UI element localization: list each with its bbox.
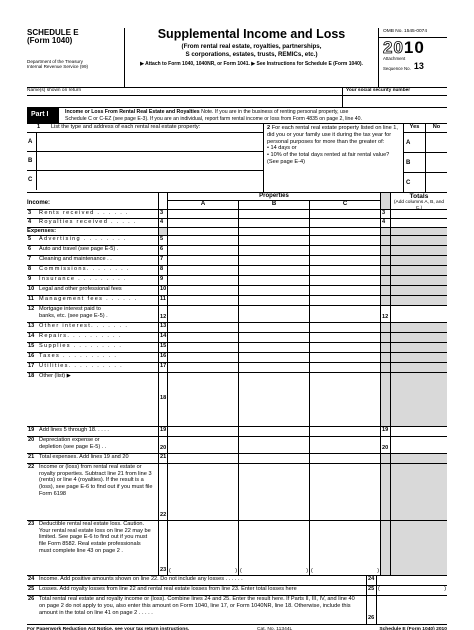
line-ref: 14 [158,333,167,342]
line-description: Cleaning and maintenance . . [39,256,112,262]
form-ref: (Form 1040) [27,36,73,46]
line-description: Other (list) ▶ [39,373,71,379]
q2-see: (See page E-4) [267,159,305,166]
line-description: Repairs. . . . . . . . . . [39,333,122,339]
table-row [27,454,447,464]
line-ref: 11 [158,296,167,305]
question-1 [27,124,263,133]
amount-c[interactable] [309,353,380,362]
line-description: Total expenses. Add lines 19 and 20 [39,454,129,460]
form-footer [27,625,447,630]
line-number: 17 [28,363,35,369]
amount-b[interactable] [238,246,309,255]
properties-label: Properties [168,193,380,201]
department: Department of the Treasury [27,58,83,64]
line-ref: 7 [158,256,167,265]
amount-total[interactable] [376,576,447,585]
line-number: 22 [28,464,35,470]
line-ref-total: 19 [380,427,390,436]
yes-label: Yes [404,124,426,132]
amount-total[interactable] [376,596,447,624]
tax-year-solid: 10 [403,37,425,57]
line-ref-total: 24 [366,576,376,585]
line-ref: 18 [158,373,167,426]
amount-b[interactable] [238,256,309,265]
amount-a[interactable] [167,464,238,520]
line-description: Income or (loss) from rental real estate or royalty properties. Subtract line 21 from line 3 (rents) or line 4 (royalties). If the result is a (loss), see page E-6 to find out if you must file Form 6198 [39,464,153,497]
line-number: 19 [28,427,35,433]
no-label: No [432,124,441,130]
property-row-a [27,133,263,152]
irs-label: Internal Revenue Service (99) [27,64,89,70]
amount-a[interactable] [167,437,238,453]
form-subtitle-1: (From rental real estate, royalties, partnerships, [181,42,322,50]
amount-b[interactable] [238,363,309,372]
table-row [27,464,447,521]
line-description: Royalties received . . . . . [39,219,137,225]
amount-c[interactable]: ( ) [309,521,380,575]
part1-tag: Part I [27,108,59,123]
col-a-label: A [200,201,206,207]
amount-c[interactable] [309,464,380,520]
q1-number: 1 [37,124,41,130]
sequence-number: 13 [413,60,424,71]
amount-b[interactable] [238,296,309,305]
property-c-address[interactable] [37,171,263,190]
row-letter: A [404,133,426,152]
amount-b[interactable] [238,210,309,218]
amount-c[interactable] [309,333,380,342]
amount-c[interactable] [309,363,380,372]
table-row [27,296,447,306]
line-ref-total: 26 [366,596,376,624]
line-description: Taxes . . . . . . . . . . [39,353,118,359]
paperwork-notice: For Paperwork Reduction Act Notice, see your tax return instructions. [27,627,190,630]
property-list [27,124,264,192]
omb-number: OMB No. 1545-0074 [379,29,447,38]
amount-a[interactable] [167,210,238,218]
names-input-row [27,96,447,108]
amount-c[interactable] [309,306,380,322]
amount-a[interactable] [167,454,238,463]
amount-c[interactable] [309,454,380,463]
line-20-text-1: Depreciation expense or [39,437,100,443]
yes-no-row-c[interactable] [404,173,447,192]
line-number: 16 [28,353,35,359]
q2-number: 2 [267,125,271,131]
line-ref: 8 [158,266,167,275]
line-ref: 21 [158,454,167,463]
expenses-label: Expenses: [27,228,56,234]
col-b-label: B [238,201,309,209]
property-letter: C [27,171,37,190]
line-ref: 6 [158,246,167,255]
amount-b[interactable] [238,353,309,362]
table-row [27,437,447,454]
line-ref-total: 25 [366,586,376,595]
amount-a[interactable] [167,427,238,436]
line-ref: 5 [158,236,167,245]
line-number: 18 [28,373,35,379]
property-row-c [27,171,263,190]
names-label: Name(s) shown on return [27,88,343,95]
line-ref: 22 [158,464,167,520]
line-description: Auto and travel (see page E-5) . [39,246,119,252]
line-description: Income. Add positive amounts shown on line 22. Do not include any losses . . . . . . [39,576,243,582]
amount-total[interactable] [390,219,447,227]
totals-sub: (Add columns A, B, and C.) [393,200,445,211]
part1-line2: Schedule C or C-EZ (see page E-3). If you are an individual, report farm rental income or loss from Form 4835 on page 2, line 40. [65,115,362,122]
amount-total[interactable] [390,437,447,453]
amount-a[interactable] [167,286,238,295]
table-row [27,343,447,353]
amount-c[interactable] [309,256,380,265]
ssn-label: Your social security number [346,88,411,93]
names-row [27,88,447,96]
amount-a[interactable] [167,373,238,426]
part1-header [27,108,447,124]
line-description: Deductible rental real estate loss. Caution. Your rental real estate loss on line 22 may be limited. See page E-6 to find out if you must file Form 8582. Real estate professionals must complete line 43 on page 2 . [39,521,151,554]
table-row [27,276,447,286]
amount-b[interactable]: ( ) [238,521,309,575]
table-header [27,193,447,210]
table-row [27,576,447,586]
amount-a[interactable] [167,363,238,372]
line-description: Rents received . . . . . . [39,210,129,216]
amount-b[interactable] [238,266,309,275]
income-expense-table [27,193,447,625]
yes-no-row-a[interactable] [404,133,447,153]
line-number: 14 [28,333,35,339]
amount-a[interactable] [167,246,238,255]
attach-instructions: ▶ Attach to Form 1040, 1040NR, or Form 1041. ▶ See Instructions for Schedule E (Form 1040). [140,60,363,67]
property-letter: B [27,152,37,170]
row-letter: C [404,173,426,192]
line-number: 11 [28,296,34,302]
amount-a[interactable] [167,266,238,275]
table-row [27,306,447,323]
amount-c[interactable] [309,276,380,285]
amount-a[interactable] [167,353,238,362]
table-row [27,333,447,343]
form-header [27,28,447,88]
property-section [27,124,447,193]
line-12-text-1: Mortgage interest paid to [39,306,101,312]
amount-b[interactable] [238,427,309,436]
properties-header [167,193,380,209]
form-footer-id: Schedule E (Form 1040) 2010 [379,627,447,630]
line-number: 25 [28,586,35,592]
line-description: Commissions. . . . . . . . [39,266,130,272]
table-row [27,256,447,266]
line-ref: 23 [158,521,167,575]
line-ref-total: 20 [380,437,390,453]
line-number: 15 [28,343,35,349]
line-description [37,437,158,453]
table-row [27,373,447,427]
line-number: 4 [28,219,32,225]
line-ref: 15 [158,343,167,352]
table-row [27,521,447,576]
line-number: 10 [28,286,35,292]
line-number: 23 [28,521,35,527]
amount-b[interactable] [238,464,309,520]
amount-a[interactable] [167,236,238,245]
amount-c[interactable] [309,296,380,305]
amount-c[interactable] [309,286,380,295]
part1-text [59,108,447,123]
totals-header [390,193,447,209]
amount-total[interactable] [390,306,447,322]
yes-no-header [404,124,447,133]
amount-c[interactable] [309,427,380,436]
amount-b[interactable] [238,343,309,352]
question-2 [264,124,403,192]
q2-bullet-1: • 14 days or [267,145,297,152]
table-row [27,236,447,246]
amount-a[interactable] [167,219,238,227]
amount-c[interactable] [309,266,380,275]
omb-block [379,28,447,87]
table-row [27,210,447,219]
amount-c[interactable] [309,343,380,352]
line-ref-total: 4 [380,219,390,227]
amount-a[interactable] [167,323,238,332]
line-ref: 4 [158,219,167,227]
amount-b[interactable] [238,323,309,332]
line-number: 12 [28,306,35,312]
table-row [27,586,447,596]
amount-b[interactable] [238,437,309,453]
line-description: Total rental real estate and royalty income or (loss). Combine lines 24 and 25. Enter the result here. If Parts II, III, IV, and line 40 on page 2 do not apply to you, also enter this amount on Form 1040, line 17, or Form 1040NR, line 18. Otherwise, include this amount in the total on line 41 on page 2 . . . . . [39,596,355,616]
income-label: Income: [27,200,51,206]
amount-b[interactable] [238,236,309,245]
property-b-address[interactable] [37,152,263,170]
line-number: 20 [28,437,35,443]
table-row [27,353,447,363]
line-ref: 20 [158,437,167,453]
part1-note: Note. If you are in the business of renting personal property, use [201,109,349,115]
col-c-label: C [309,201,380,209]
table-row [27,228,447,236]
totals-label: Totals [409,193,429,200]
line-ref: 16 [158,353,167,362]
line-description: Utilities. . . . . . . . . . [39,363,123,369]
amount-a[interactable] [167,296,238,305]
amount-b[interactable] [238,373,309,426]
table-row [27,363,447,373]
q2-bullet-2: • 10% of the total days rented at fair rental value? [267,152,390,159]
amount-c[interactable] [309,236,380,245]
line-number: 9 [28,276,32,282]
line-number: 21 [28,454,35,460]
line-number: 6 [28,246,32,252]
name-field[interactable] [27,96,343,107]
q1-text: List the type and address of each rental real estate property: [51,124,201,130]
amount-c[interactable] [309,219,380,227]
line-description [37,306,158,322]
line-description: Legal and other professional fees [39,286,122,292]
line-description: Other interest. . . . . . . [39,323,129,329]
amount-b[interactable] [238,219,309,227]
amount-b[interactable] [238,286,309,295]
line-number: 5 [28,236,32,242]
amount-total[interactable] [390,210,447,218]
line-ref-total: 3 [380,210,390,218]
line-ref: 3 [158,210,167,218]
amount-c[interactable] [309,246,380,255]
tax-year [383,39,447,56]
line-number: 13 [28,323,35,329]
amount-a[interactable] [167,306,238,322]
form-title: Supplemental Income and Loss [157,27,346,41]
line-ref-total: 12 [380,306,390,322]
yes-no-row-b[interactable] [404,153,447,173]
amount-c[interactable] [309,210,380,218]
cat-number: Cat. No. 11344L [257,627,293,630]
tax-year-outline: 20 [383,37,404,57]
line-number: 7 [28,256,32,262]
table-row [27,596,447,624]
attachment-label: Attachment [383,55,406,61]
amount-a[interactable] [167,333,238,342]
table-row [27,323,447,333]
amount-b[interactable] [238,454,309,463]
form-id-block [27,28,125,87]
amount-c[interactable] [309,373,380,426]
amount-a[interactable] [167,276,238,285]
amount-b[interactable] [238,333,309,342]
amount-b[interactable] [238,306,309,322]
line-ref: 19 [158,427,167,436]
sequence-block [383,61,447,71]
amount-b[interactable] [238,276,309,285]
amount-a[interactable]: ( ) [167,521,238,575]
line-ref: 13 [158,323,167,332]
sequence-label: Sequence No. [383,65,411,71]
table-row [27,219,447,228]
property-letter: A [27,133,37,151]
line-20-text-2: depletion (see page E-5) . . [39,443,107,450]
line-ref: 10 [158,286,167,295]
row-letter: B [404,153,426,172]
table-row [27,266,447,276]
table-row [27,286,447,296]
q2-text: For each rental real estate property listed on line 1, did you or your family use it during the tax year for personal purposes for more than the greater of: [267,125,398,145]
amount-c[interactable] [309,323,380,332]
line-description: Management fees . . . . . . [39,296,138,302]
schedule-label: SCHEDULE E [27,28,79,37]
line-description: Insurance . . . . . . . . . [39,276,127,282]
line-ref: 9 [158,276,167,285]
line-number: 24 [28,576,35,582]
ssn-field[interactable] [343,96,447,107]
line-description: Advertising . . . . . . . . [39,236,127,242]
line-number: 26 [28,596,35,602]
line-12-text-2: banks, etc. (see page E-5) . [39,312,108,319]
amount-c[interactable] [309,437,380,453]
line-description: Add lines 5 through 18. . . . . [39,427,109,433]
amount-total[interactable] [390,427,447,436]
title-block [125,28,379,87]
line-number: 3 [28,210,32,216]
line-number: 8 [28,266,32,272]
line-ref: 17 [158,363,167,372]
property-row-b [27,152,263,171]
yes-no-grid [403,124,447,192]
part1-heading: Income or Loss From Rental Real Estate and Royalties [65,109,200,115]
amount-a[interactable] [167,256,238,265]
form-subtitle-2: S corporations, estates, trusts, REMICs, etc.) [185,51,318,59]
line-ref: 12 [158,306,167,322]
line-description: Supplies . . . . . . . . . [39,343,123,349]
line-description: Losses. Add royalty losses from line 22 and rental real estate losses from line 23. Enter total losses here [39,586,297,592]
yes-no-rows [404,133,447,192]
table-row [27,246,447,256]
table-row [27,427,447,437]
property-a-address[interactable] [37,133,263,151]
amount-total[interactable]: ( ) [376,586,447,595]
amount-a[interactable] [167,343,238,352]
